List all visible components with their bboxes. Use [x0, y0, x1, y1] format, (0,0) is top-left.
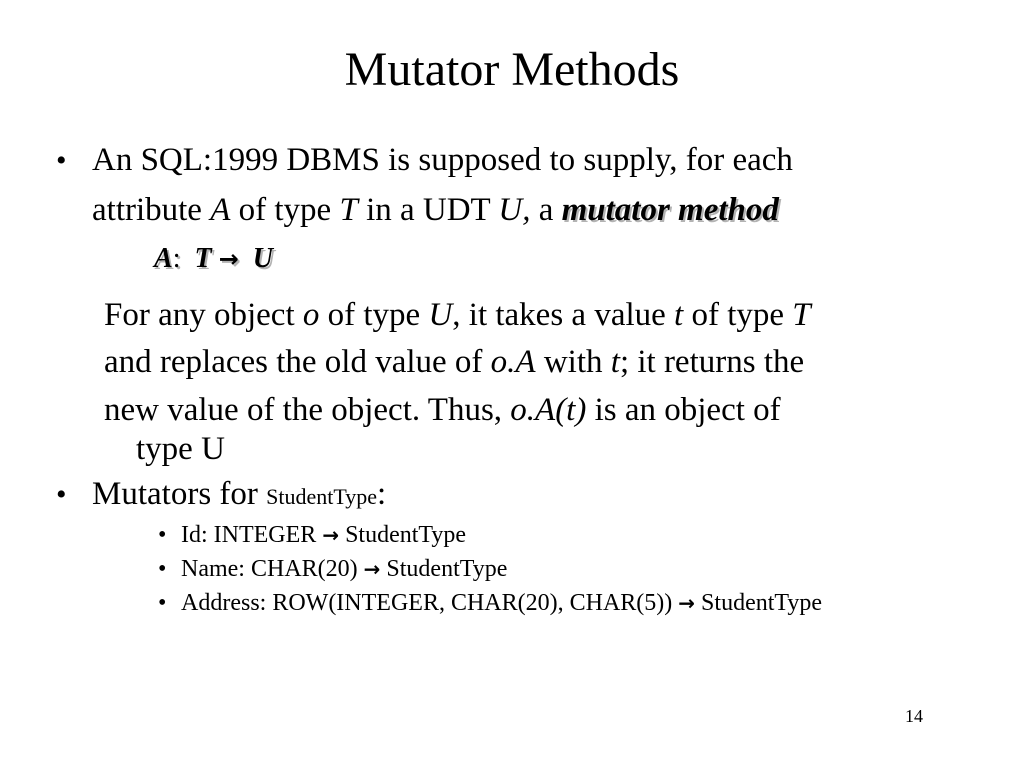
item-target: StudentType — [339, 522, 467, 548]
text-run: is an object of — [586, 392, 781, 428]
text-run: , it takes a value — [452, 297, 675, 333]
text-run: attribute — [92, 192, 211, 228]
text-run: with — [535, 344, 611, 380]
var-t: T — [339, 192, 358, 228]
explanation-line1 — [104, 295, 811, 335]
bullet-marker: • — [56, 478, 67, 511]
text-run: For any object — [104, 297, 303, 333]
sig-u: U — [252, 243, 273, 274]
explanation-line2 — [104, 342, 804, 382]
sig-colon: : — [172, 243, 181, 274]
text-run: of type — [683, 297, 793, 333]
var-u: U — [428, 297, 453, 333]
arrow-icon: → — [363, 557, 381, 581]
var-t-upper: T — [792, 297, 811, 333]
mutator-item-address — [181, 588, 822, 618]
text-run: in a UDT — [357, 192, 499, 228]
var-a: A — [210, 192, 231, 228]
text-run: ; it returns the — [619, 344, 805, 380]
explanation-line4: type U — [136, 431, 225, 467]
bullet1-line2 — [92, 190, 779, 230]
page-number: 14 — [905, 706, 923, 726]
var-o: o — [302, 297, 320, 333]
var-t: t — [610, 344, 620, 380]
item-target: StudentType — [380, 556, 508, 582]
text-run: : — [377, 476, 387, 512]
item-text: Id: INTEGER — [181, 522, 323, 548]
bullet-marker: • — [56, 144, 67, 177]
bullet1-line1: An SQL:1999 DBMS is supposed to supply, for each — [92, 142, 793, 178]
text-run: of type — [319, 297, 429, 333]
sig-t: T — [194, 243, 212, 274]
mutator-item-name — [181, 554, 507, 584]
var-oat: o.A(t) — [510, 392, 587, 428]
explanation-line3 — [104, 390, 781, 430]
studenttype-ref: StudentType — [266, 484, 378, 509]
arrow-icon: → — [678, 591, 696, 615]
sub-bullet-marker: • — [158, 556, 167, 582]
text-run: of type — [230, 192, 340, 228]
text-run: and replaces the old value of — [104, 344, 491, 380]
item-target: StudentType — [695, 590, 823, 616]
arrow-icon: → — [322, 523, 340, 547]
sub-bullet-marker: • — [158, 590, 167, 616]
sub-bullet-marker: • — [158, 522, 167, 548]
mutator-item-id — [181, 520, 466, 550]
sig-a: A — [154, 243, 173, 274]
mutator-method-emphasis: mutator method — [561, 192, 779, 228]
item-text: Address: ROW(INTEGER, CHAR(20), CHAR(5)) — [181, 590, 679, 616]
var-u: U, — [498, 192, 531, 228]
bullet2-line — [92, 474, 386, 517]
text-run: a — [530, 192, 562, 228]
var-t: t — [674, 297, 684, 333]
text-run: Mutators for — [92, 476, 267, 512]
text-run: new value of the object. Thus, — [104, 392, 511, 428]
var-oa: o.A — [490, 344, 536, 380]
arrow-icon: → — [218, 245, 239, 273]
item-text: Name: CHAR(20) — [181, 556, 364, 582]
slide-title: Mutator Methods — [344, 43, 680, 96]
method-signature — [154, 242, 273, 276]
